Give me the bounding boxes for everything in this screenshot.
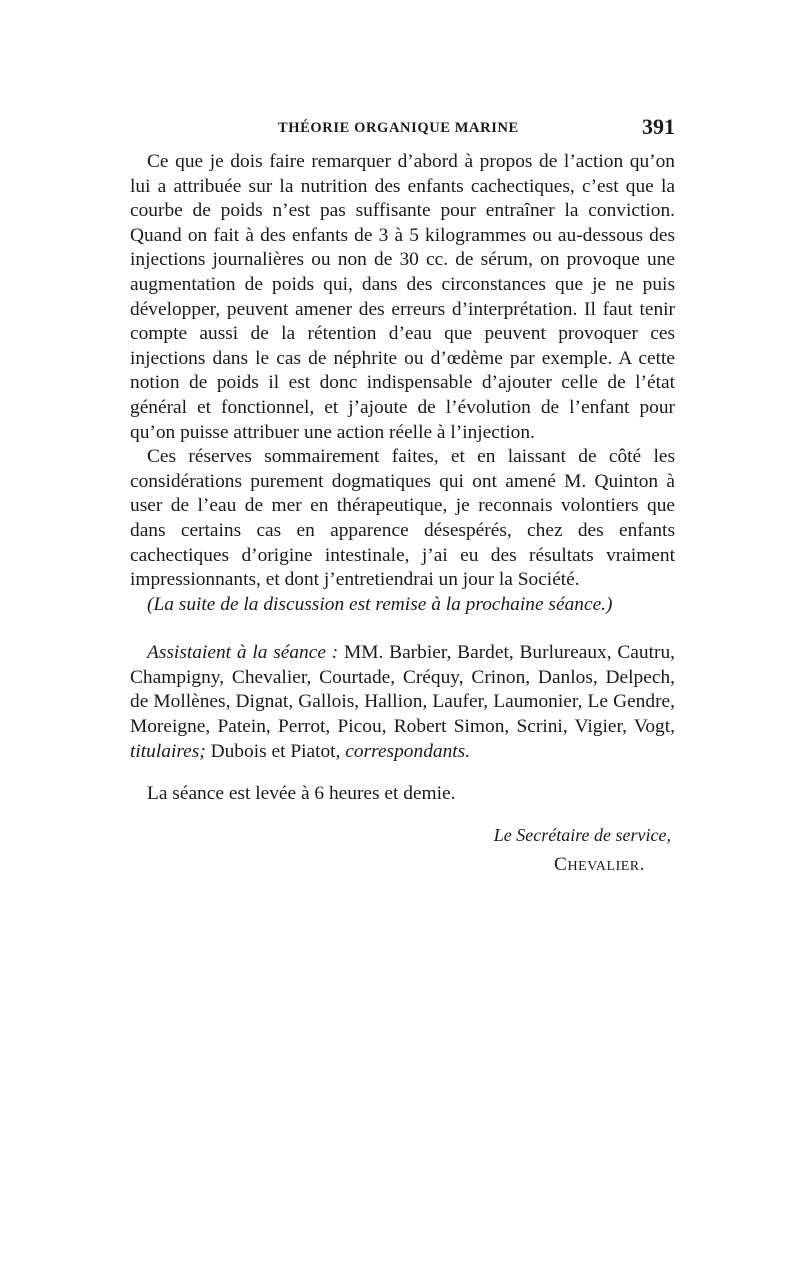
running-title: THÉORIE ORGANIQUE MARINE (278, 120, 519, 136)
body-text (130, 150, 675, 878)
closing-statement: La séance est levée à 6 heures et demie. (147, 783, 456, 805)
titulaires-label: titulaires; (130, 740, 206, 762)
discussion-note: (La suite de la discussion est remise à la prochaine séance.) (147, 593, 613, 615)
paragraph-reserves: Ces réserves sommairement faites, et en laissant de côté les considérations purement dogmatiques qui ont amené M. Quinton à user de l’eau de mer en thérapeutique, je reconnais volontiers que dans certains cas en apparence désespérés, chez des enfants cachectiques d’origine intestinale, j’ai eu des résultats vraiment impressionnants, et dont j’entretiendrai un jour la Société. (130, 446, 675, 591)
running-head (130, 114, 675, 142)
signature-role: Le Secrétaire de service, (493, 824, 671, 845)
attendance-list (130, 641, 675, 764)
titulaires-names: MM. Barbier, Bardet, Burlureaux, Cautru, Champigny, Chevalier, Courtade, Créquy, Crinon, Danlos, Delpech, de Mollènes, Dignat, Gallois, Hallion, Laufer, Laumonier, Le Gendre, Moreigne, Patein, Perrot, Picou, Robert Simon, Scrini, Vigier, Vogt, (130, 642, 675, 738)
page-number: 391 (642, 114, 675, 139)
correspondants-names: Dubois et Piatot, (205, 740, 346, 762)
paragraph-action-on-nutrition: Ce que je dois faire remarquer d’abord à propos de l’action qu’on lui a attribuée sur la nutrition des enfants cachectiques, c’est que la courbe de poids n’est pas suffisante pour entraîner la conviction. Quand on fait à des enfants de 3 à 5 kilogrammes ou au-dessous des injections journalières ou non de 30 cc. de sérum, on provoque une augmentation de poids qui, dans des circonstances que je ne puis développer, peuvent amener des erreurs d’interprétation. Il faut tenir compte aussi de la rétention d’eau que peuvent provoquer ces injections dans le cas de néphrite ou d’œdème par exemple. A cette notion de poids il est donc indispensable d’ajouter celle de l’état général et fonctionnel, et j’ajoute de l’évolution de l’enfant pour qu’on puisse attribuer une action réelle à l’injection. (130, 151, 675, 443)
correspondants-label: correspondants. (345, 740, 471, 762)
attendance-lead: Assistaient à la séance : (147, 642, 339, 664)
signature-block (130, 823, 675, 878)
signature-name: Chevalier. (554, 854, 645, 876)
